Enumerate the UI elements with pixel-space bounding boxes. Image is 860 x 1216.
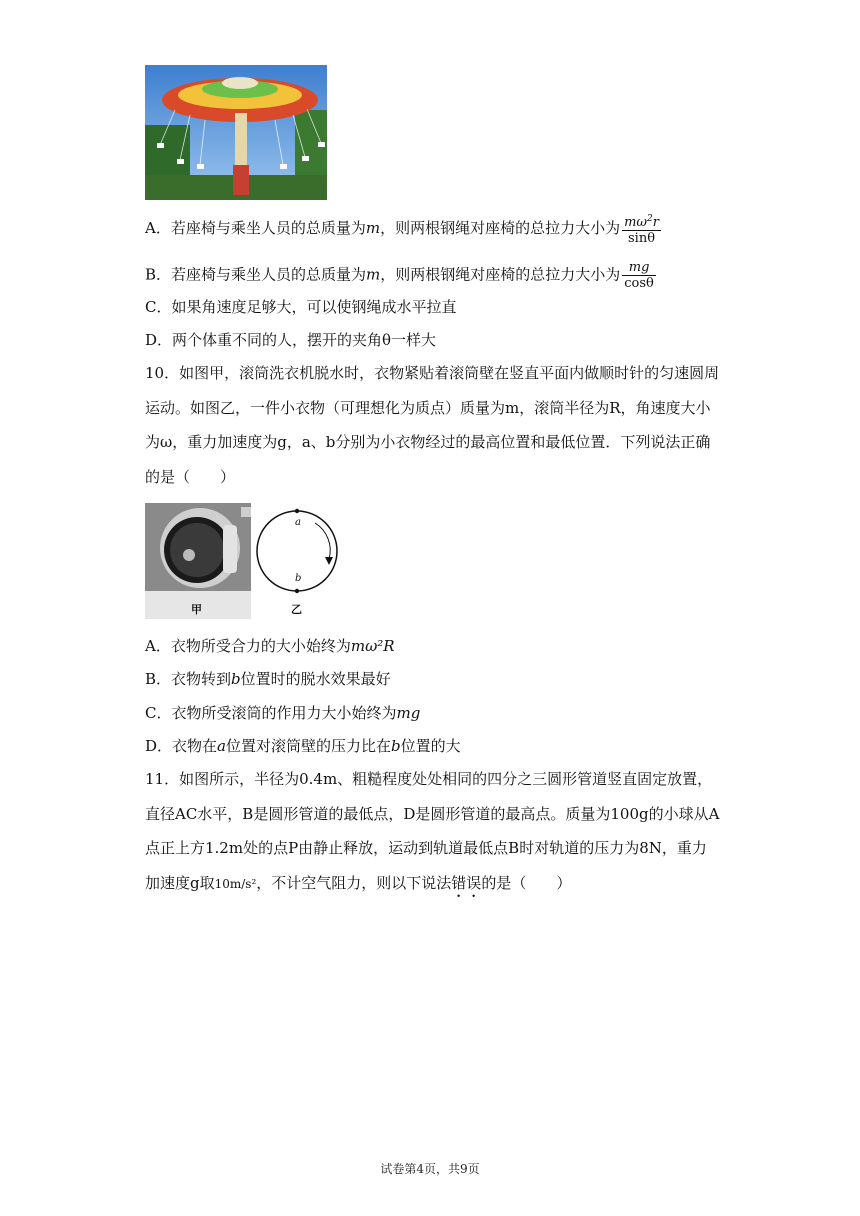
- q10-option-b: [145, 669, 391, 689]
- q10-option-c-expr: mg: [396, 704, 421, 722]
- q9-option-a-num-tail: r: [652, 215, 659, 230]
- q9-option-a-text: A．若座椅与乘坐人员的总质量为: [145, 219, 366, 237]
- q10-option-b-var: b: [231, 670, 241, 688]
- q10-option-d-var1: a: [217, 737, 226, 755]
- q10-option-d-var2: b: [391, 737, 401, 755]
- q10-stem: 10．如图甲，滚筒洗衣机脱水时，衣物紧贴着滚筒壁在竖直平面内做顺时针的匀速圆周运动。如图乙，一件小衣物（可理想化为质点）质量为m，滚筒半径为R，角速度大小为ω，重力加速度为g，a、b分别为小衣物经过的最高位置和最低位置．下列说法正确的是（ ）: [145, 364, 720, 486]
- q9-option-b-text: B．若座椅与乘坐人员的总质量为: [145, 265, 367, 284]
- page-footer: 试卷第4页，共9页: [380, 1162, 480, 1176]
- q10-option-b-text: B．衣物转到: [145, 670, 232, 688]
- q10-option-a-expr: mω²R: [350, 637, 395, 655]
- q9-option-a: [145, 212, 661, 246]
- q10-option-a: [145, 636, 395, 656]
- fig-point-a: a: [295, 517, 301, 528]
- q9-option-a-den: sinθ: [628, 231, 656, 246]
- q10-option-d: [145, 736, 461, 756]
- q10-option-a-text: A．衣物所受合力的大小始终为: [145, 637, 351, 655]
- q10-option-b-post: 位置时的脱水效果最好: [240, 670, 391, 688]
- q9-option-b-den: cosθ: [624, 276, 654, 291]
- q10-option-c-text: C．衣物所受滚筒的作用力大小始终为: [145, 704, 397, 722]
- q9-option-b-var: m: [366, 265, 381, 284]
- q9-option-b: [145, 260, 656, 291]
- q10-option-c: [145, 703, 420, 723]
- q10-figure: [145, 503, 343, 619]
- q11-stem-unit: 10m/s²: [214, 876, 257, 891]
- fig-label-jia: 甲: [191, 603, 202, 616]
- q10-option-d-post: 位置的大: [400, 737, 461, 755]
- q9-option-b-mid: ，则两根钢绳对座椅的总拉力大小为: [380, 265, 621, 284]
- fig-label-yi: 乙: [291, 603, 302, 616]
- q10-option-d-mid: 位置对滚筒壁的压力比在: [225, 737, 391, 755]
- q9-option-a-var: m: [365, 219, 381, 237]
- q11-stem-part2: ，不计空气阻力，则以下说法: [256, 873, 452, 892]
- q9-option-a-fraction: [622, 212, 661, 246]
- q9-option-a-mid: ，则两根钢绳对座椅的总拉力大小为: [380, 219, 621, 237]
- fig-point-b: b: [295, 573, 302, 584]
- q9-option-b-fraction: [622, 260, 656, 291]
- q9-option-c: C．如果角速度足够大，可以使钢绳成水平拉直: [145, 298, 457, 316]
- q10-option-d-text: D．衣物在: [145, 737, 218, 755]
- q11-stem: [145, 762, 720, 901]
- q11-stem-part3: 的是（ ）: [481, 873, 572, 892]
- q9-option-d: D．两个体重不同的人，摆开的夹角θ一样大: [145, 331, 437, 349]
- q9-option-b-num: mg: [622, 260, 656, 276]
- q9-option-a-num-sup: 2: [647, 214, 653, 224]
- q11-stem-part1: 11．如图所示，半径为0.4m、粗糙程度处处相同的四分之三圆形管道竖直固定放置，直径AC水平，B是圆形管道的最低点，D是圆形管道的最高点。质量为100g的小球从A点正上方1.2m处的点P由静止释放，运动到轨道最低点B时对轨道的压力为8N，重力加速度g取: [145, 770, 720, 892]
- q9-option-a-num: mω: [624, 215, 648, 230]
- swing-ride-photo: [145, 65, 327, 200]
- q11-stem-emphasis: 错误: [451, 873, 482, 892]
